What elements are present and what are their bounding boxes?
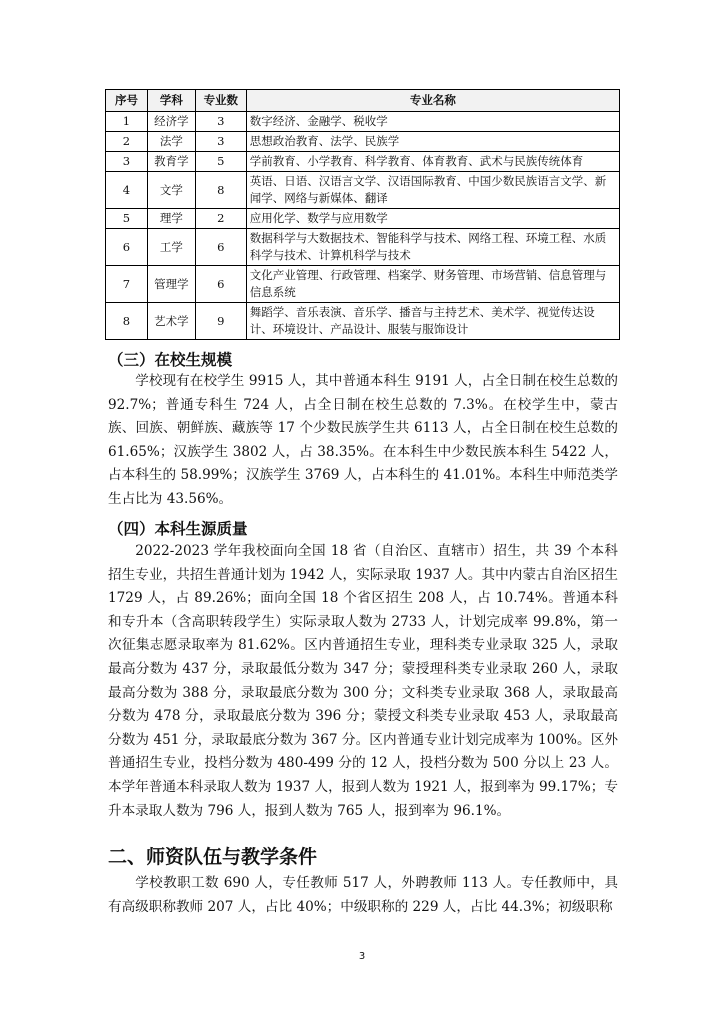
table-row [106,303,620,340]
section-heading-student-quality: （四）本科生源质量 [108,520,248,538]
table-row [106,132,620,152]
page-number: 3 [358,951,366,962]
paragraph-faculty: 学校教职工数 690 人，专任教师 517 人，外聘教师 113 人。专任教师中，具有高级职称教师 207 人，占比 40%；中级职称的 229 人，占比 44.3%；初级职称 [108,875,618,915]
table-row [106,172,620,209]
cell-count: 5 [195,152,246,172]
table-row [106,152,620,172]
cell-majors: 应用化学、数学与应用数学 [246,209,619,229]
section-heading-enrollment: （三）在校生规模 [108,351,233,369]
cell-count: 3 [195,112,246,132]
table-header-row [106,90,620,112]
paragraph-student-quality: 2022-2023 学年我校面向全国 18 省（自治区、直辖市）招生，共 39 个本科招生专业，共招生普通计划为 1942 人，实际录取 1937 人。其中内蒙古自治区招生 1729 人，占 89.26%；面向全国 18 个省区招生 208 人，占 10.74%。普通本科和专升本（含高职转段学生）实际录取人数为 2733 人，计划完成率 99.8%，第一次征集志愿录取率为 81.62%。区内普通招生专业，理科类专业录取 325 人，录取最高分数为 437 分，录取最低分数为 347 分；蒙授理科类专业录取 260 人，录取最高分数为 388 分，录取最底分数为 300 分；文科类专业录取 368 人，录取最高分数为 478 分，录取最底分数为 396 分；蒙授文科类专业录取 453 人，录取最高分数为 451 分，录取最底分数为 367 分。区内普通专业计划完成率为 100%。区外普通招生专业，投档分数为 480-499 分的 12 人，投档分数为 500 分以上 23 人。本学年普通本科录取人数为 1937 人，报到人数为 1921 人，报到率为 99.17%；专升本录取人数为 796 人，报到人数为 765 人，报到率为 96.1%。 [108,543,618,819]
cell-subject: 管理学 [147,266,195,303]
header-count: 专业数 [195,90,246,112]
cell-subject: 教育学 [147,152,195,172]
header-majors: 专业名称 [246,90,619,112]
cell-majors: 文化产业管理、行政管理、档案学、财务管理、市场营销、信息管理与信息系统 [246,266,619,303]
cell-count: 6 [195,229,246,266]
cell-subject: 工学 [147,229,195,266]
cell-count: 2 [195,209,246,229]
cell-no: 4 [106,172,148,209]
cell-majors: 学前教育、小学教育、科学教育、体育教育、武术与民族传统体育 [246,152,619,172]
cell-no: 5 [106,209,148,229]
chapter-heading-faculty: 二、师资队伍与教学条件 [108,846,318,868]
cell-count: 8 [195,172,246,209]
table-row [106,229,620,266]
cell-majors: 思想政治教育、法学、民族学 [246,132,619,152]
cell-subject: 经济学 [147,112,195,132]
cell-subject: 文学 [147,172,195,209]
paragraph-enrollment: 学校现有在校学生 9915 人，其中普通本科生 9191 人，占全日制在校生总数的 92.7%；普通专科生 724 人，占全日制在校生总数的 7.3%。在校学生中，蒙古族、回族、朝鲜族、藏族等 17 个少数民族学生共 6113 人，占全日制在校生总数的 61.65%；汉族学生 3802 人，占 38.35%。在本科生中少数民族本科生 5422 人，占本科生的 58.99%；汉族学生 3769 人，占本科生的 41.01%。本科生中师范类学生占比为 43.56%。 [108,373,618,507]
cell-subject: 艺术学 [147,303,195,340]
header-subject: 学科 [147,90,195,112]
cell-majors: 数据科学与大数据技术、智能科学与技术、网络工程、环境工程、水质科学与技术、计算机科学与技术 [246,229,619,266]
cell-subject: 理学 [147,209,195,229]
table-row [106,266,620,303]
cell-no: 7 [106,266,148,303]
table-row [106,209,620,229]
cell-majors: 舞蹈学、音乐表演、音乐学、播音与主持艺术、美术学、视觉传达设计、环境设计、产品设计、服装与服饰设计 [246,303,619,340]
cell-no: 6 [106,229,148,266]
majors-table [105,89,620,340]
cell-majors: 数字经济、金融学、税收学 [246,112,619,132]
cell-no: 2 [106,132,148,152]
cell-no: 1 [106,112,148,132]
cell-no: 3 [106,152,148,172]
cell-count: 6 [195,266,246,303]
cell-subject: 法学 [147,132,195,152]
header-no: 序号 [106,90,148,112]
cell-count: 3 [195,132,246,152]
cell-no: 8 [106,303,148,340]
table-row [106,112,620,132]
cell-majors: 英语、日语、汉语言文学、汉语国际教育、中国少数民族语言文学、新闻学、网络与新媒体、翻译 [246,172,619,209]
cell-count: 9 [195,303,246,340]
